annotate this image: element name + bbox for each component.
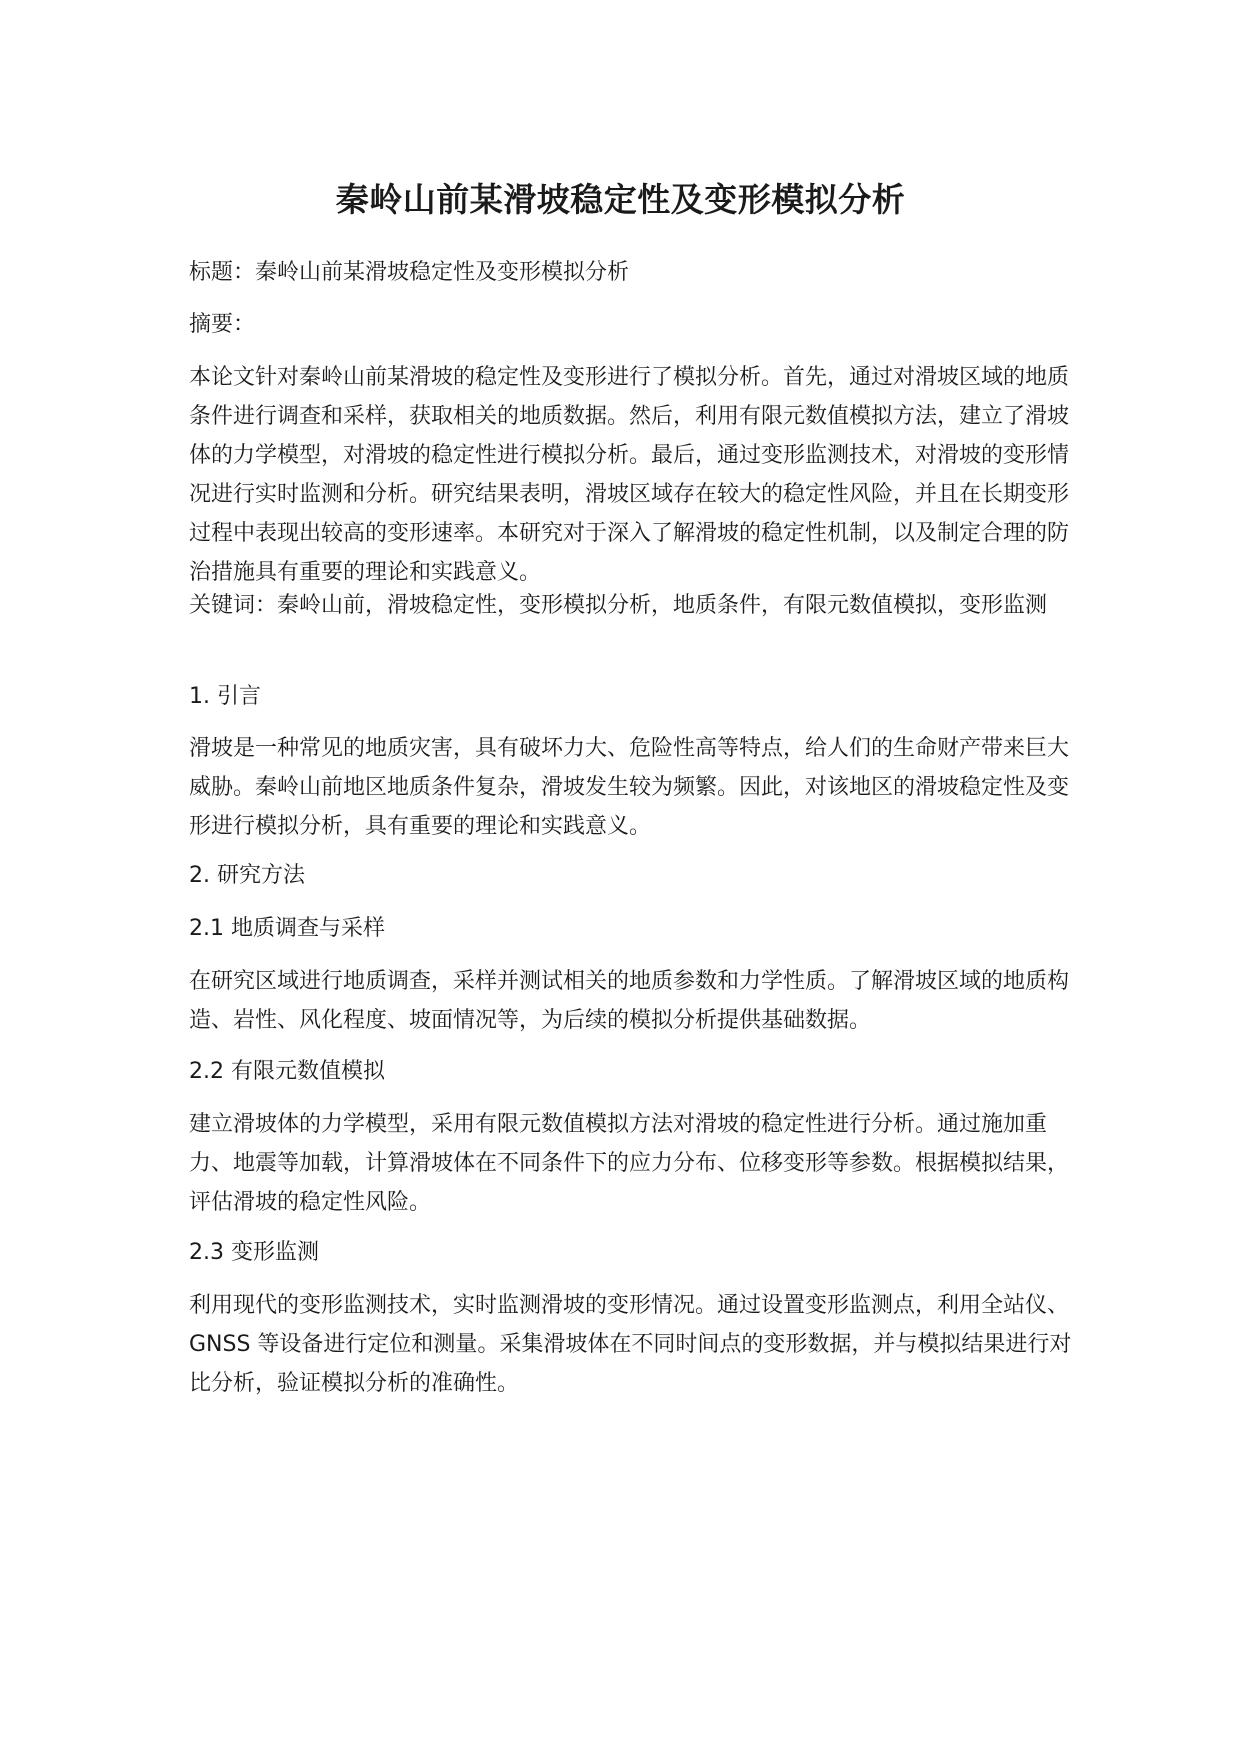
section-paragraph-survey: 在研究区域进行地质调查，采样并测试相关的地质参数和力学性质。了解滑坡区域的地质构造、岩性、风化程度、坡面情况等，为后续的模拟分析提供基础数据。 xyxy=(189,969,1070,1033)
section-heading-survey: 2.1 地质调查与采样 xyxy=(189,916,385,941)
section-paragraph-monitoring: 利用现代的变形监测技术，实时监测滑坡的变形情况。通过设置变形监测点，利用全站仪、GNSS 等设备进行定位和测量。采集滑坡体在不同时间点的变形数据，并与模拟结果进行对比分析，验证模拟分析的准确性。 xyxy=(189,1293,1072,1396)
abstract-heading: 摘要： xyxy=(189,312,256,337)
keywords-line: 关键词：秦岭山前，滑坡稳定性，变形模拟分析，地质条件，有限元数值模拟，变形监测 xyxy=(189,593,1048,618)
section-paragraph-fem: 建立滑坡体的力学模型，采用有限元数值模拟方法对滑坡的稳定性进行分析。通过施加重力、地震等加载，计算滑坡体在不同条件下的应力分布、位移变形等参数。根据模拟结果，评估滑坡的稳定性风险。 xyxy=(189,1112,1070,1215)
abstract-paragraph: 本论文针对秦岭山前某滑坡的稳定性及变形进行了模拟分析。首先，通过对滑坡区域的地质条件进行调查和采样，获取相关的地质数据。然后，利用有限元数值模拟方法，建立了滑坡体的力学模型，对滑坡的稳定性进行模拟分析。最后，通过变形监测技术，对滑坡的变形情况进行实时监测和分析。研究结果表明，滑坡区域存在较大的稳定性风险，并且在长期变形过程中表现出较高的变形速率。本研究对于深入了解滑坡的稳定性机制，以及制定合理的防治措施具有重要的理论和实践意义。 xyxy=(189,365,1070,585)
section-heading-methods: 2. 研究方法 xyxy=(189,863,305,888)
section-heading-fem: 2.2 有限元数值模拟 xyxy=(189,1059,385,1084)
section-heading-intro: 1. 引言 xyxy=(189,684,261,709)
title-line: 标题：秦岭山前某滑坡稳定性及变形模拟分析 xyxy=(189,260,630,285)
section-paragraph-intro: 滑坡是一种常见的地质灾害，具有破坏力大、危险性高等特点，给人们的生命财产带来巨大威胁。秦岭山前地区地质条件复杂，滑坡发生较为频繁。因此，对该地区的滑坡稳定性及变形进行模拟分析，具有重要的理论和实践意义。 xyxy=(189,736,1070,839)
section-heading-monitoring: 2.3 变形监测 xyxy=(189,1240,319,1265)
document-title: 秦岭山前某滑坡稳定性及变形模拟分析 xyxy=(335,180,906,219)
